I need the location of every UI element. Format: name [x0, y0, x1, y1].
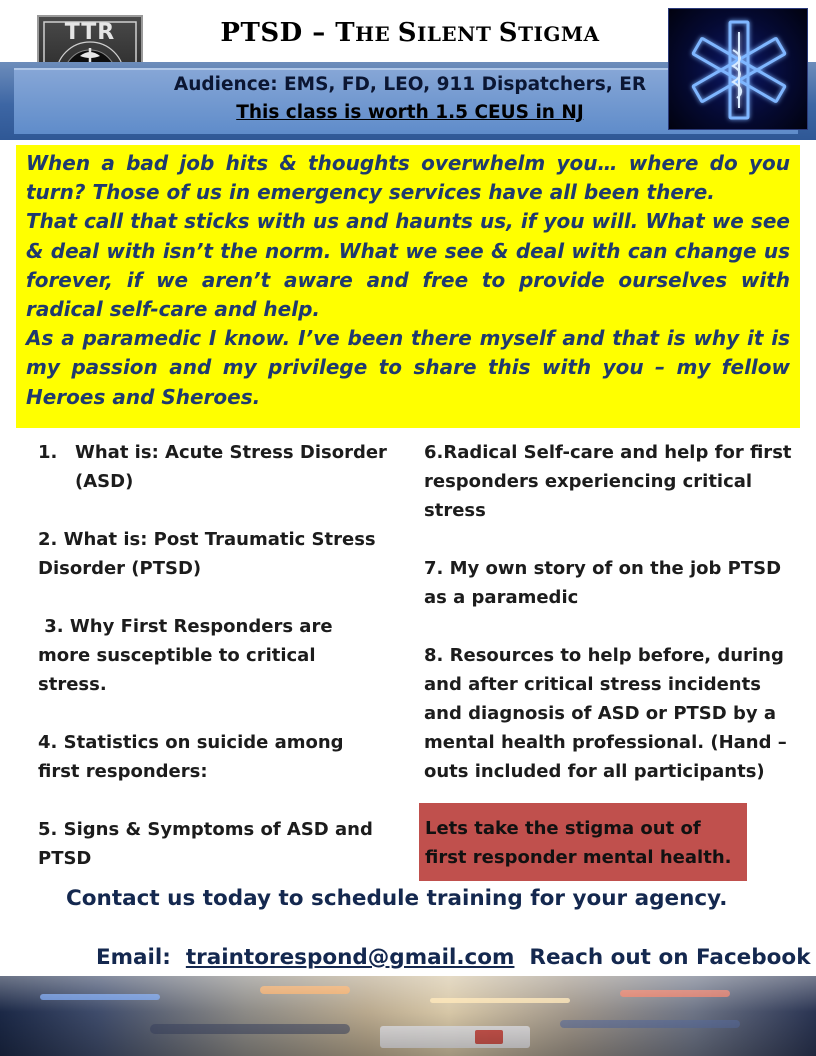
contact-line: Contact us today to schedule training for your agency. [66, 886, 728, 911]
title-main: PTSD – T [220, 18, 356, 48]
title-part: TIGMA [518, 22, 600, 46]
stigma-callout: Lets take the stigma out of first responder mental health. [419, 803, 747, 881]
topics-left-column [38, 438, 390, 902]
topic-item: 2. What is: Post Traumatic Stress Disorder (PTSD) [38, 529, 376, 579]
ceus-text: This class is worth 1.5 CEUS in NJ [236, 102, 584, 123]
topic-item: 4. Statistics on suicide among first responders: [38, 732, 344, 782]
contact-line-rest: Reach out on Facebook [514, 945, 811, 970]
page-title [150, 18, 670, 48]
intro-paragraph: When a bad job hits & thoughts overwhelm you… where do you turn? Those of us in emergency services have all been there. [26, 151, 790, 205]
topic-item: 8. Resources to help before, during and after critical stress incidents and diagnosis of ASD or PTSD by a mental health professional. (Hand – outs included for all participants) [424, 645, 787, 782]
title-part: S [397, 18, 417, 48]
topic-item: 5. Signs & Symptoms of ASD and PTSD [38, 819, 373, 869]
topic-item: 6.Radical Self-care and help for first responders experiencing critical stress [424, 442, 792, 521]
topics-right-column [424, 438, 796, 815]
title-part: ILENT [417, 22, 499, 46]
email-label: Email: [95, 945, 186, 970]
topic-number: 1. [38, 442, 58, 463]
title-part: HE [355, 22, 398, 46]
intro-paragraph: As a paramedic I know. I’ve been there myself and that is why it is my passion and my privilege to share this with you – my fellow Heroes and Sheroes. [26, 326, 790, 409]
audience-text: Audience: EMS, FD, LEO, 911 Dispatchers, ER [173, 74, 647, 95]
title-part: S [498, 18, 519, 48]
logo-text: TTR [64, 20, 116, 45]
topic-item [38, 438, 390, 496]
intro-box [16, 145, 800, 428]
intro-paragraph: That call that sticks with us and haunts us, if you will. What we see & deal with isn’t the norm. What we see & deal with can change us forever, if we aren’t aware and free to provide ourselves with radical self-care and help. [26, 209, 790, 322]
star-of-life-icon [668, 8, 808, 130]
footer-ambulance-photo [0, 976, 816, 1056]
topic-item: 3. Why First Responders are more susceptible to critical stress. [38, 616, 339, 695]
topic-item: 7. My own story of on the job PTSD as a paramedic [424, 558, 782, 608]
topic-text: What is: Acute Stress Disorder (ASD) [75, 442, 387, 492]
email-link[interactable]: traintorespond@gmail.com [185, 945, 515, 970]
